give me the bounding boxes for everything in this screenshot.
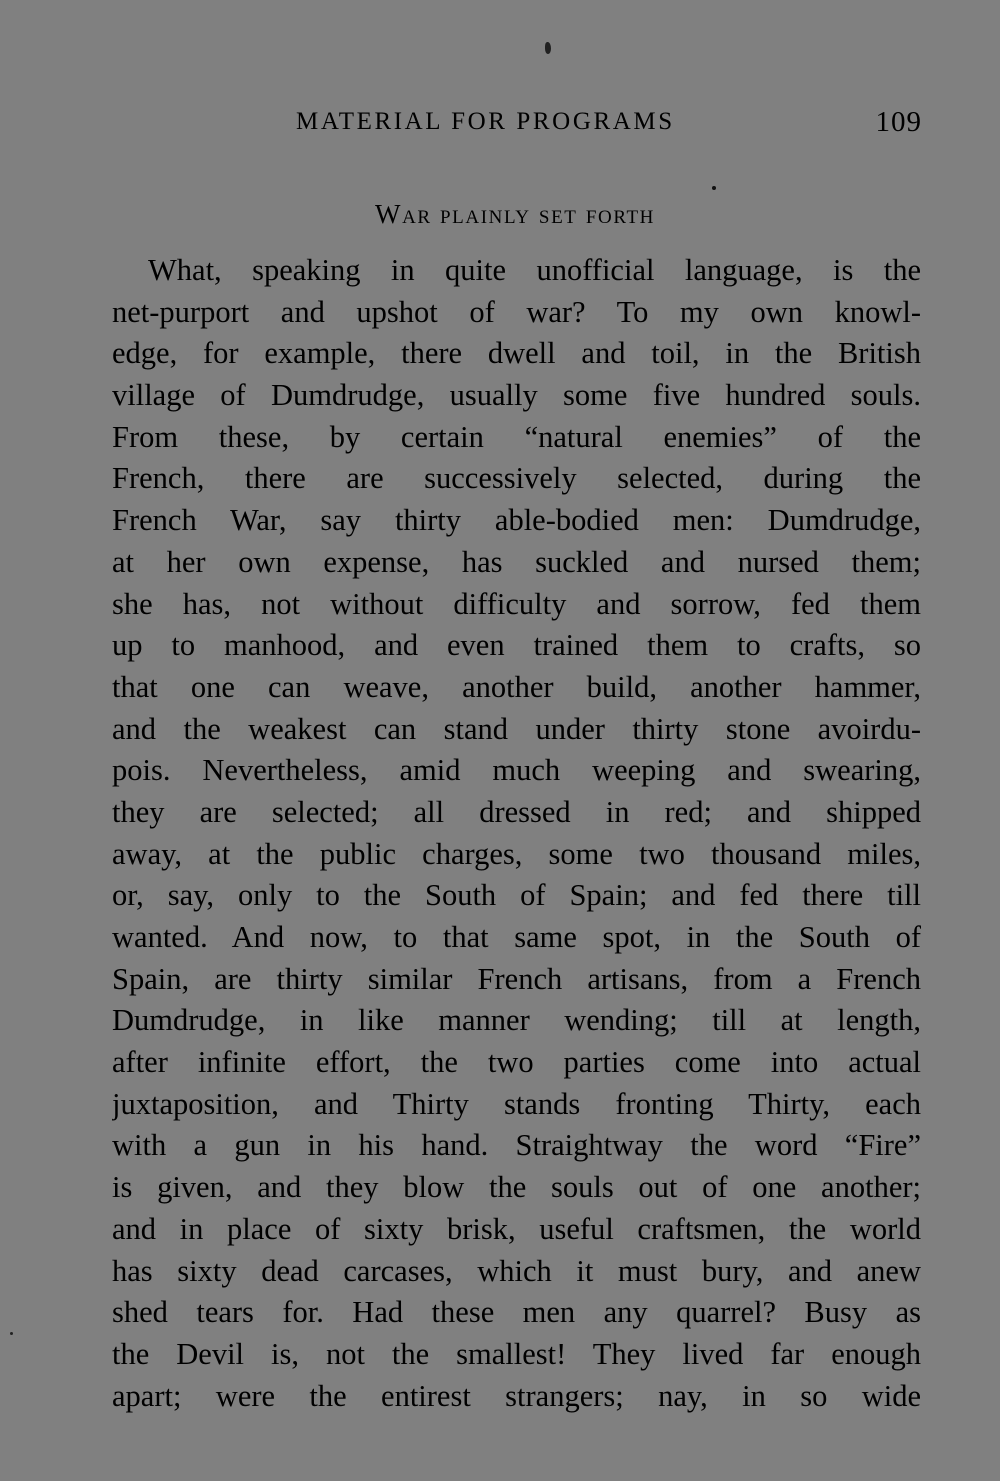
print-speck [545,42,551,54]
text-line: she has, not without difficulty and sorrow, fed them [112,586,921,621]
text-line: the Devil is, not the smallest! They lived far enough [112,1336,921,1371]
text-line: village of Dumdrudge, usually some five hundred souls. [112,378,921,413]
text-line: French, there are successively selected, during the [112,461,921,496]
text-line: French War, say thirty able-bodied men: Dumdrudge, [112,503,921,538]
text-line: edge, for example, there dwell and toil, in the British [112,336,921,371]
text-line: wanted. And now, to that same spot, in the South of [112,920,921,954]
print-dot [712,186,716,190]
section-title: War plainly set forth [374,199,656,229]
text-line: is given, and they blow the souls out of one another; [112,1170,921,1205]
text-line: with a gun in his hand. Straightway the word “Fire” [112,1128,921,1163]
text-line: that one can weave, another build, another hammer, [112,669,921,704]
text-line: juxtaposition, and Thirty stands fronting Thirty, each [112,1086,921,1121]
text-line: or, say, only to the South of Spain; and fed there till [112,878,921,913]
margin-mark [10,1332,13,1335]
text-line: net-purport and upshot of war? To my own knowl- [112,294,921,329]
text-line: shed tears for. Had these men any quarrel? Busy as [112,1295,921,1330]
text-line: after infinite effort, the two parties come into actual [112,1045,921,1080]
text-line: at her own expense, has suckled and nursed them; [112,544,921,579]
body-paragraph [112,250,921,1417]
text-line: they are selected; all dressed in red; and shipped [112,794,921,829]
text-line: From these, by certain “natural enemies” of the [112,419,921,454]
text-line: Spain, are thirty similar French artisans, from a French [112,961,921,996]
text-line: away, at the public charges, some two thousand miles, [112,836,921,871]
text-line: up to manhood, and even trained them to crafts, so [112,628,921,663]
running-head: MATERIAL FOR PROGRAMS [296,108,675,135]
text-line: and in place of sixty brisk, useful craftsmen, the world [112,1211,921,1246]
text-line: has sixty dead carcases, which it must bury, and anew [112,1253,921,1288]
text-line: Dumdrudge, in like manner wending; till at length, [112,1003,921,1038]
text-line: pois. Nevertheless, amid much weeping and swearing, [112,753,921,788]
text-line: What, speaking in quite unofficial language, is the [148,253,921,287]
text-line: apart; were the entirest strangers; nay, in so wide [112,1378,921,1413]
page-number: 109 [875,106,922,138]
text-line: and the weakest can stand under thirty stone avoirdu- [112,711,921,746]
